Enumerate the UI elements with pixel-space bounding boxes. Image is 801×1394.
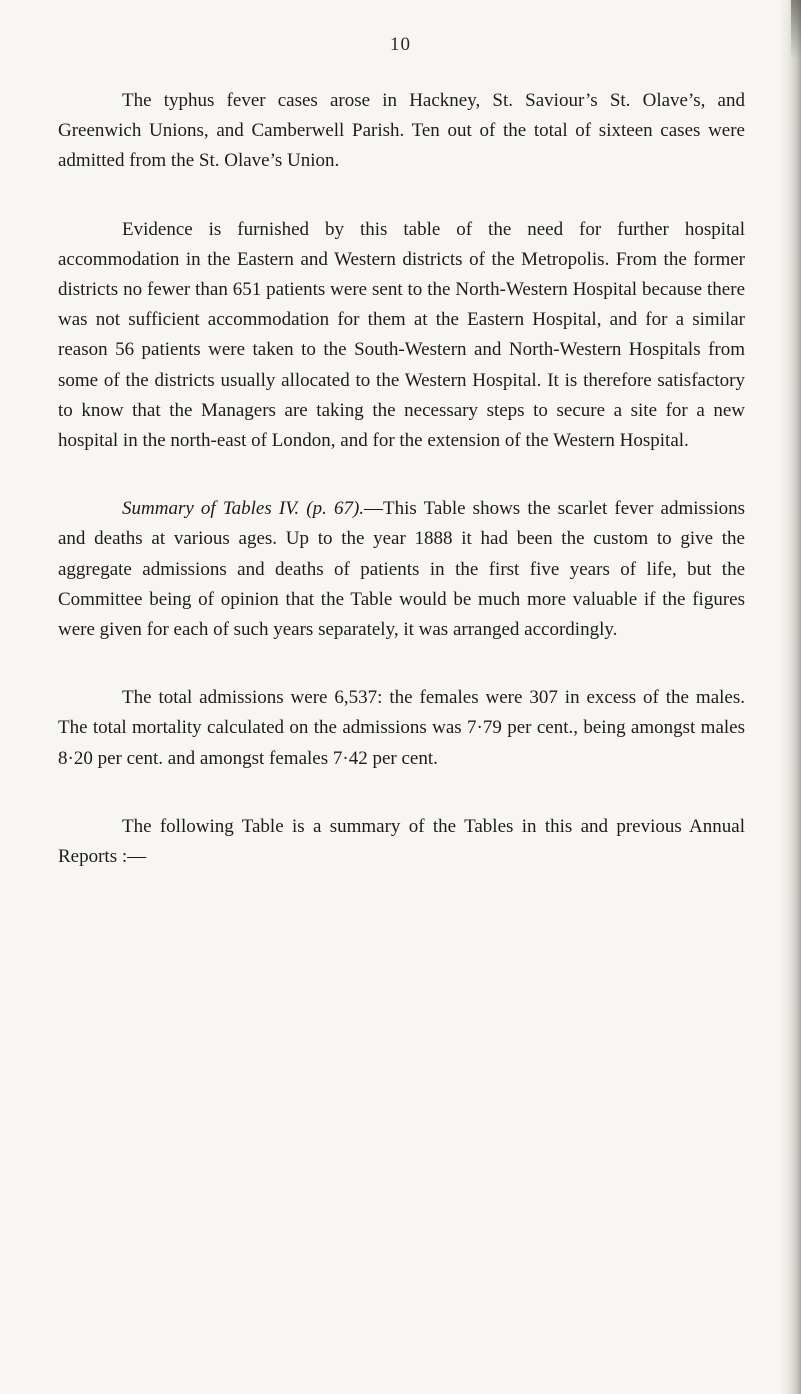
summary-body: —This Table shows the scarlet fever admissions and deaths at various ages. Up to the year 1888 it had been the custom to give the aggregate admissions and deaths of patients in the first five years of life, but the Committee being of opinion that the Table would be much more valuable if the figures were given for each of such years separately, it was arranged accordingly. <box>58 498 745 641</box>
paragraph-total-admissions: The total admissions were 6,537: the females were 307 in excess of the males. The total mortality calculated on the admissions was 7·79 per cent., being amongst males 8·20 per cent. and amongst females 7·42 per cent. <box>58 687 745 769</box>
page-edge-shadow <box>779 0 801 1394</box>
paragraph-hospital-accommodation: Evidence is furnished by this table of the need for further hospital accommodation in the Eastern and Western districts of the Metropolis. From the former districts no fewer than 651 patients were sent to the North-Western Hospital because there was not sufficient accommodation for them at the Eastern Hospital, and for a similar reason 56 patients were taken to the South-Western and North-Western Hospitals from some of the districts usually allocated to the Western Hospital. It is therefore satisfactory to know that the Managers are taking the necessary steps to secure a site for a new hospital in the north-east of London, and for the extension of the Western Hospital. <box>58 218 745 452</box>
paragraph-following-table: The following Table is a summary of the Tables in this and previous Annual Reports :— <box>58 815 745 868</box>
summary-heading: Summary of Tables IV. (p. 67). <box>122 498 365 520</box>
paragraph-typhus: The typhus fever cases arose in Hackney, St. Saviour’s St. Olave’s, and Greenwich Unions, and Camberwell Parish. Ten out of the total of sixteen cases were admitted from the St. Olave’s Union. <box>58 90 745 172</box>
page-number: 10 <box>390 34 411 55</box>
paragraph-summary-of-tables <box>58 494 745 645</box>
body-text <box>58 86 745 872</box>
